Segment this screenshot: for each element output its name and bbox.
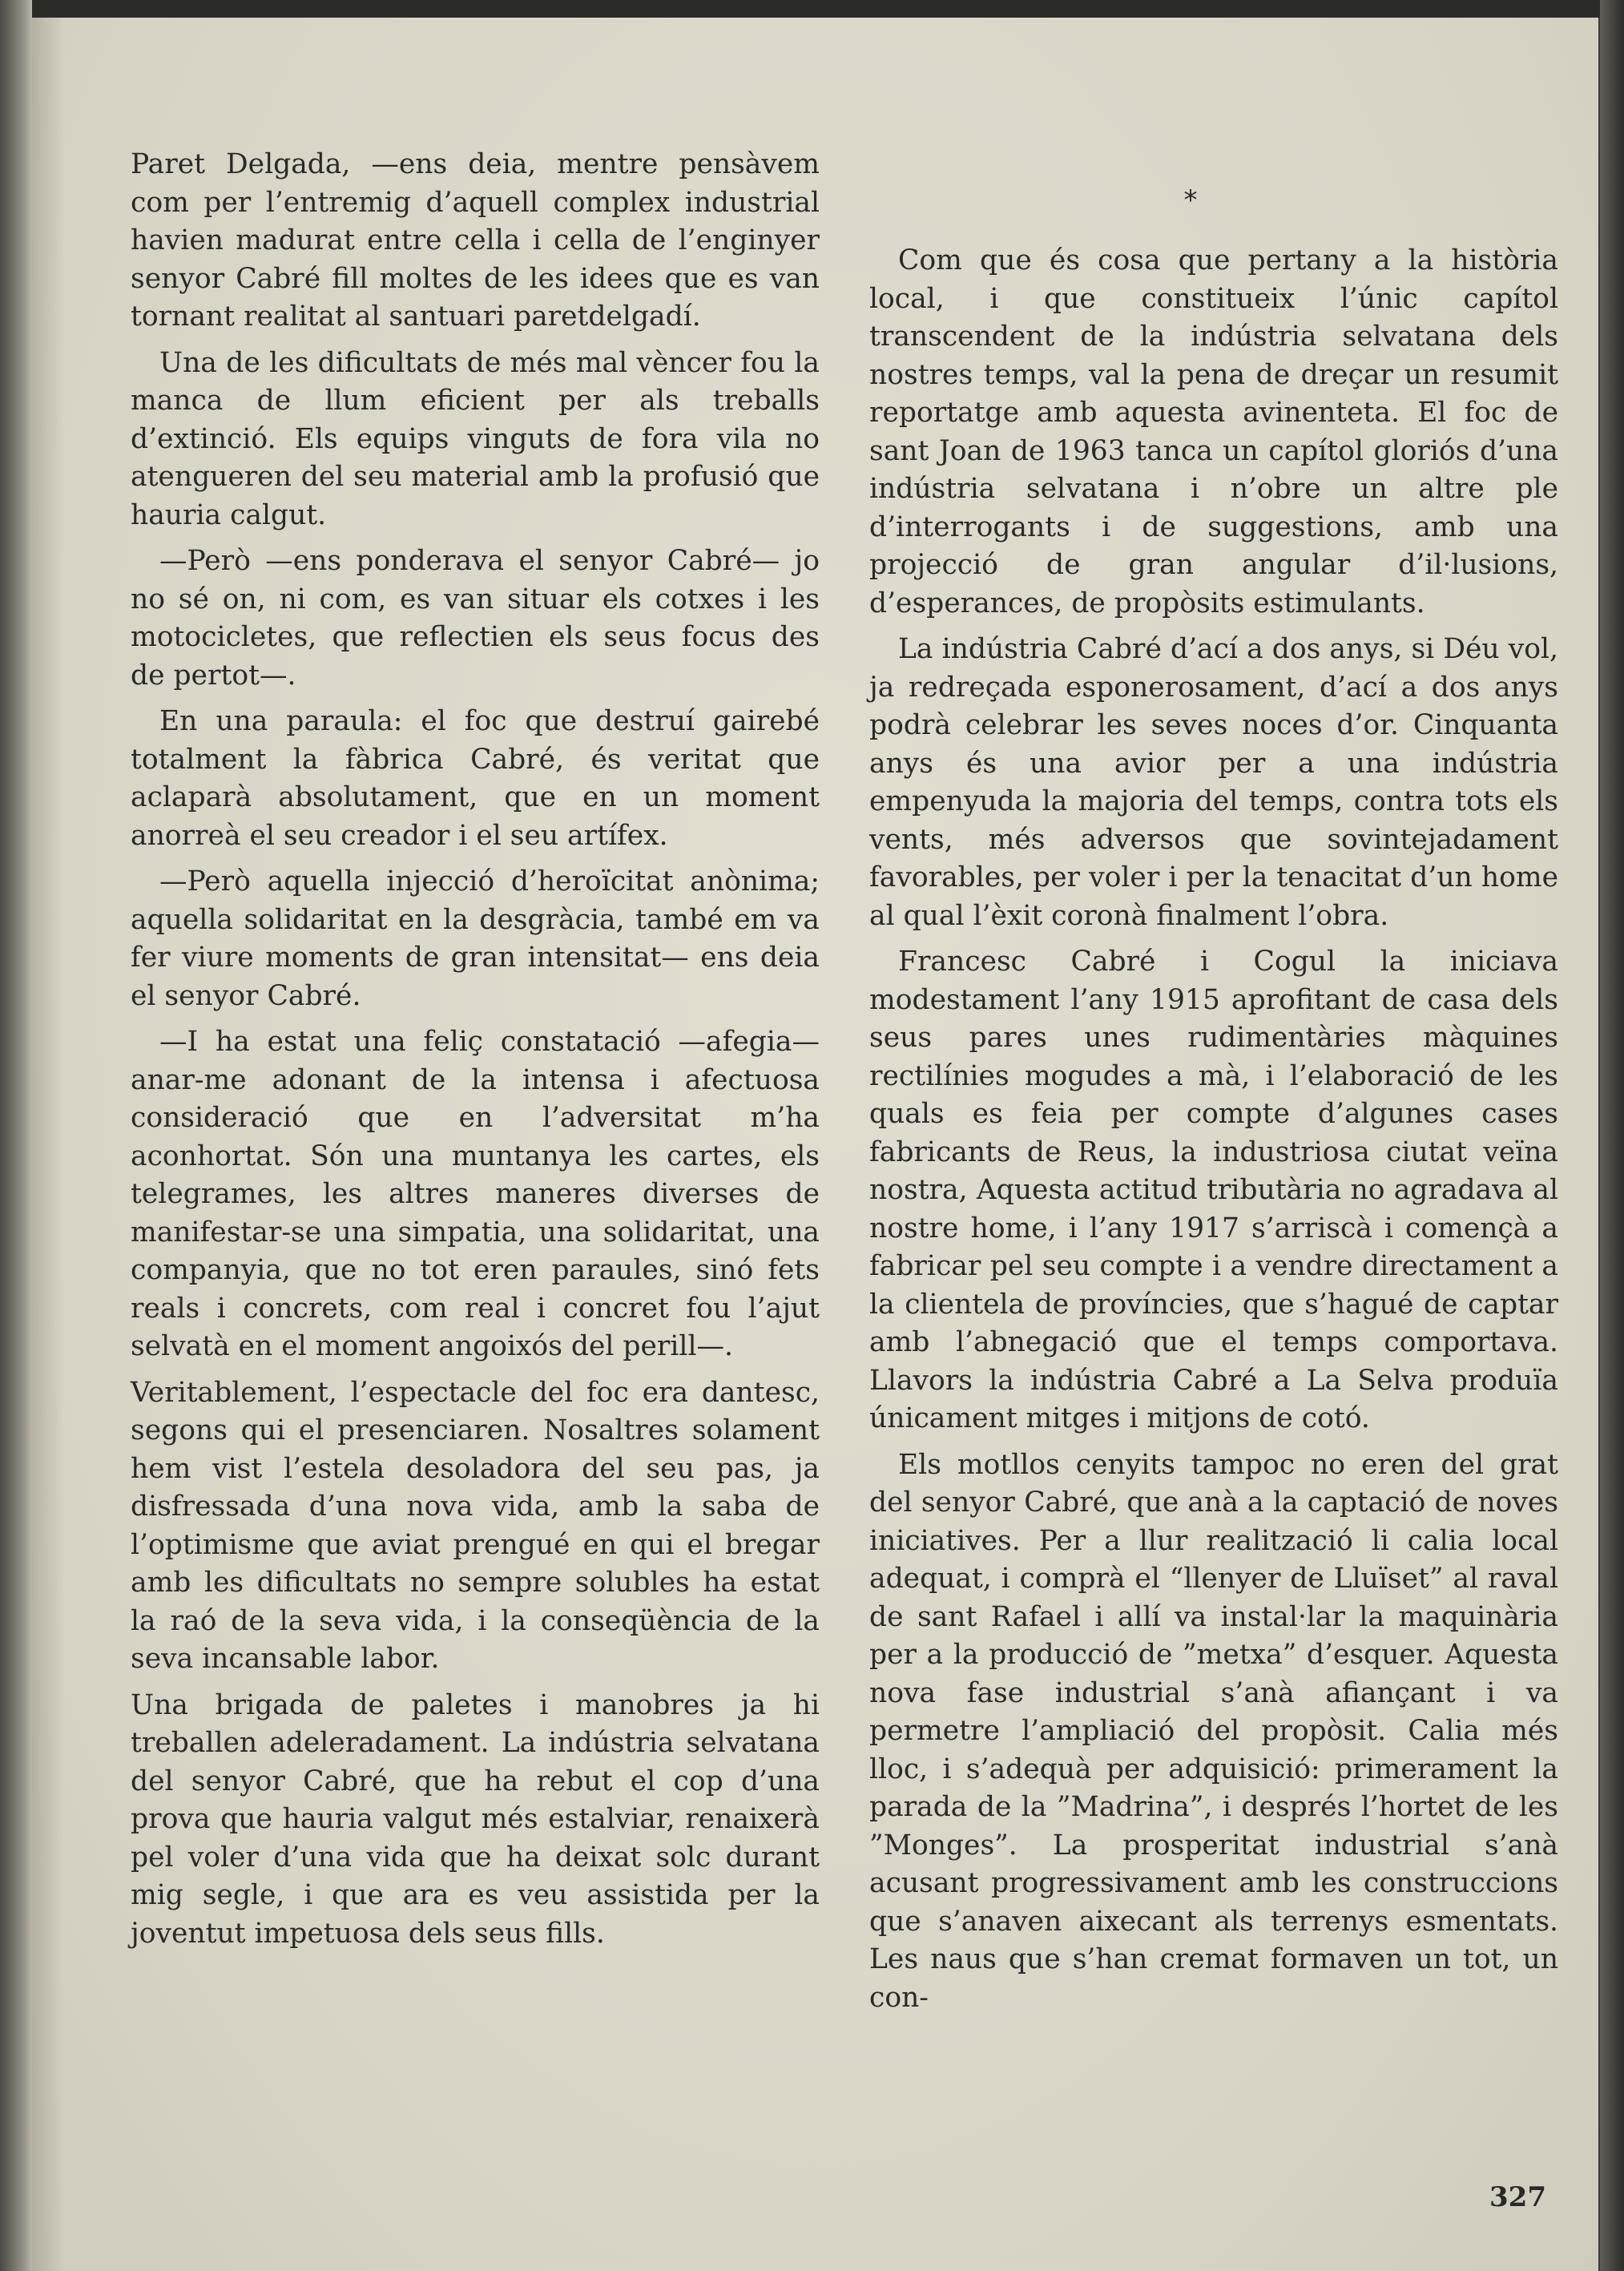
document-page xyxy=(32,18,1598,2271)
paragraph: Veritablement, l’espectacle del foc era dantesc, segons qui el presenciaren. Nosaltres solament hem vist l’estela desoladora del seu pas, ja disfressada d’una nova vida, amb la saba de l’optimisme que aviat prengué en qui el bregar amb les dificultats no sempre solubles ha estat la raó de la seva vida, i la conseqüència de la seva incansable labor. xyxy=(131,1376,820,1675)
right-column xyxy=(869,242,1558,2025)
paragraph: En una paraula: el foc que destruí gairebé totalment la fàbrica Cabré, és veritat que aclaparà absolutament, que en un moment anorreà el seu creador i el seu artífex. xyxy=(131,705,820,852)
scan-border-top xyxy=(0,0,1624,18)
scan-border-right xyxy=(1600,0,1624,2271)
paragraph: Una brigada de paletes i manobres ja hi treballen adeleradament. La indústria selvatana del senyor Cabré, que ha rebut el cop d’una prova que hauria valgut més estalviar, renaixerà pel voler d’una vida que ha deixat solc durant mig segle, i que ara es veu assistida per la joventut impetuosa dels seus fills. xyxy=(131,1688,820,1950)
paragraph: Els motllos cenyits tampoc no eren del grat del senyor Cabré, que anà a la captació de noves iniciatives. Per a llur realització li calia local adequat, i comprà el “llenyer de Lluïset” al raval de sant Rafael i allí va instal·lar la maquinària per a la producció de ”metxa” d’esquer. Aquesta nova fase industrial s’anà afiançant i va permetre l’ampliació del propòsit. Calia més lloc, i s’adequà per adquisició: primerament la parada de la ”Madrina”, i després l’hortet de les ”Monges”. La prosperitat industrial s’anà acusant progressivament amb les construccions que s’anaven aixecant als terrenys esmentats. Les naus que s’han cremat formaven un tot, un con- xyxy=(869,1448,1558,2014)
section-divider-asterisk: * xyxy=(1183,184,1198,216)
page-fold-shadow xyxy=(32,18,64,2271)
left-column xyxy=(131,146,820,1961)
paragraph: Com que és cosa que pertany a la història local, i que constitueix l’únic capítol transcendent de la indústria selvatana dels nostres temps, val la pena de dreçar un resumit reportatge amb aquesta avinenteta. El foc de sant Joan de 1963 tanca un capítol gloriós d’una indústria selvatana i n’obre un altre ple d’interrogants i de suggestions, amb una projecció de gran angular d’il·lusions, d’esperances, de propòsits estimulants. xyxy=(869,244,1558,619)
paragraph: —I ha estat una feliç constatació —afegia— anar-me adonant de la intensa i afectuosa consideració que en l’adversitat m’ha aconhortat. Són una muntanya les cartes, els telegrames, les altres maneres diverses de manifestar-se una simpatia, una solidaritat, una companyia, que no tot eren paraules, sinó fets reals i concrets, com real i concret fou l’ajut selvatà en el moment angoixós del perill—. xyxy=(131,1026,820,1362)
scan-border-left xyxy=(0,0,32,2271)
paragraph: La indústria Cabré d’ací a dos anys, si Déu vol, ja redreçada esponerosament, d’ací a dos anys podrà celebrar les seves noces d’or. Cinquanta anys és una avior per a una indústria empenyuda la majoria del temps, contra tots els vents, més adversos que sovintejadament favorables, per voler i per la tenacitat d’un home al qual l’èxit coronà finalment l’obra. xyxy=(869,633,1558,932)
paragraph: Una de les dificultats de més mal vèncer fou la manca de llum eficient per als treballs d’extinció. Els equips vinguts de fora vila no atengueren del seu material amb la profusió que hauria calgut. xyxy=(131,346,820,531)
paragraph: Paret Delgada, —ens deia, mentre pensàvem com per l’entremig d’aquell complex industrial havien madurat entre cella i cella de l’enginyer senyor Cabré fill moltes de les idees que es van tornant realitat al santuari paretdelgadí. xyxy=(131,148,820,333)
paragraph: —Però aquella injecció d’heroïcitat anònima; aquella solidaritat en la desgràcia, també em va fer viure moments de gran intensitat— ens deia el senyor Cabré. xyxy=(131,865,820,1012)
paragraph: Francesc Cabré i Cogul la iniciava modestament l’any 1915 aprofitant de casa dels seus pares unes rudimentàries màquines rectilínies mogudes a mà, i l’elaboració de les quals es feia per compte d’algunes cases fabricants de Reus, la industriosa ciutat veïna nostra, Aquesta actitud tributària no agradava al nostre home, i l’any 1917 s’arriscà i començà a fabricar pel seu compte i a vendre directament a la clientela de províncies, que s’hagué de captar amb l’abnegació que el temps comportava. Llavors la indústria Cabré a La Selva produïa únicament mitges i mitjons de cotó. xyxy=(869,946,1558,1434)
page-number: 327 xyxy=(1489,2181,1546,2213)
paragraph: —Però —ens ponderava el senyor Cabré— jo no sé on, ni com, es van situar els cotxes i les motocicletes, que reflectien els seus focus des de pertot—. xyxy=(131,545,820,692)
